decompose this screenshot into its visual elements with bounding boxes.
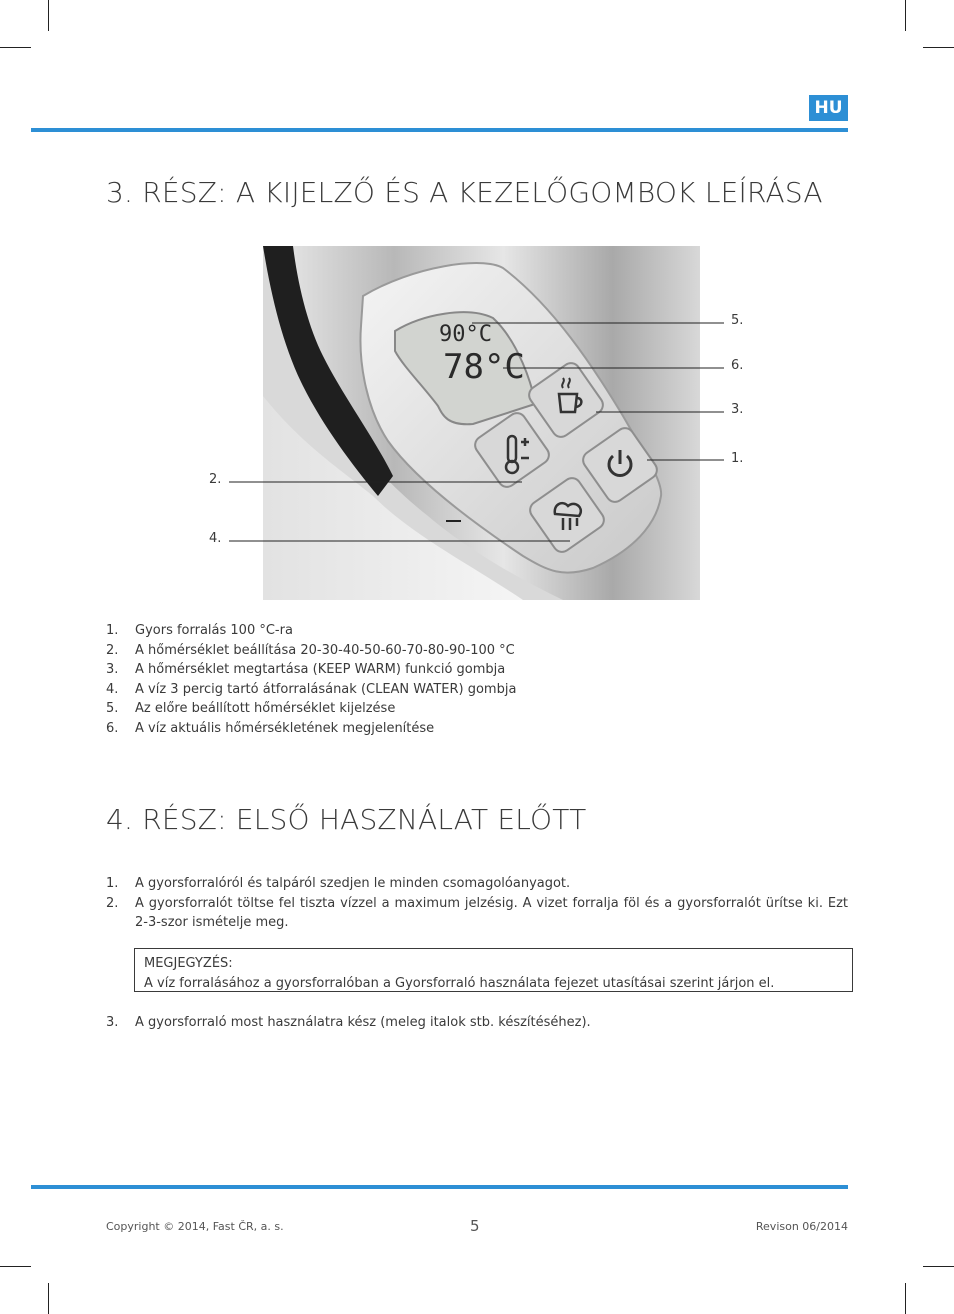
list-item: 3. A hőmérséklet megtartása (KEEP WARM) funkció gombja	[106, 662, 506, 678]
section-3-list	[106, 621, 848, 739]
display-current-temp: 78°C	[443, 347, 525, 387]
list-item: 4. A víz 3 percig tartó átforralásának (CLEAN WATER) gombja	[106, 681, 517, 697]
list-item: 1. Gyors forralás 100 °C-ra	[106, 623, 293, 638]
section-4-list	[106, 874, 848, 933]
note-text: A víz forralásához a gyorsforralóban a Gyorsforraló használata fejezet utasításai szerint járjon el.	[144, 975, 775, 991]
section-4-title: 4. RÉSZ: ELSŐ HASZNÁLAT ELŐTT	[106, 803, 587, 836]
list-item: 2. A gyorsforralót töltse fel tiszta vízzel a maximum jelzésig. A vizet forralja föl és a gyorsforralót ürítse ki. Ezt 2-3-szor ismételje meg.	[106, 895, 848, 931]
section-3-title: 3. RÉSZ: A KIJELZŐ ÉS A KEZELŐGOMBOK LEÍRÁSA	[106, 176, 823, 209]
callout-1: 1.	[731, 451, 744, 466]
note-box	[134, 948, 853, 992]
note-title: MEGJEGYZÉS:	[144, 956, 233, 971]
list-item: 1. A gyorsforralóról és talpáról szedjen le minden csomagolóanyagot.	[106, 876, 571, 891]
callout-3: 3.	[731, 402, 744, 417]
list-item: 6. A víz aktuális hőmérsékletének megjelenítése	[106, 720, 435, 736]
list-item: 5. Az előre beállított hőmérséklet kijelzése	[106, 701, 396, 717]
list-item: 2. A hőmérséklet beállítása 20-30-40-50-60-70-80-90-100 °C	[106, 642, 515, 658]
callout-6: 6.	[731, 358, 744, 373]
footer-revision: Revison 06/2014	[755, 1220, 848, 1233]
page-number: 5	[470, 1217, 480, 1235]
section-4-list-continued	[106, 1013, 848, 1033]
callout-2: 2.	[209, 472, 222, 487]
list-item: 3. A gyorsforraló most használatra kész (meleg italok stb. készítéséhez).	[106, 1015, 591, 1030]
language-badge: HU	[809, 95, 848, 121]
callout-4: 4.	[209, 531, 222, 546]
footer-copyright: Copyright © 2014, Fast ČR, a. s.	[106, 1220, 284, 1233]
footer-rule	[31, 1185, 848, 1189]
callout-5: 5.	[731, 313, 744, 328]
display-set-temp: 90°C	[439, 322, 492, 347]
